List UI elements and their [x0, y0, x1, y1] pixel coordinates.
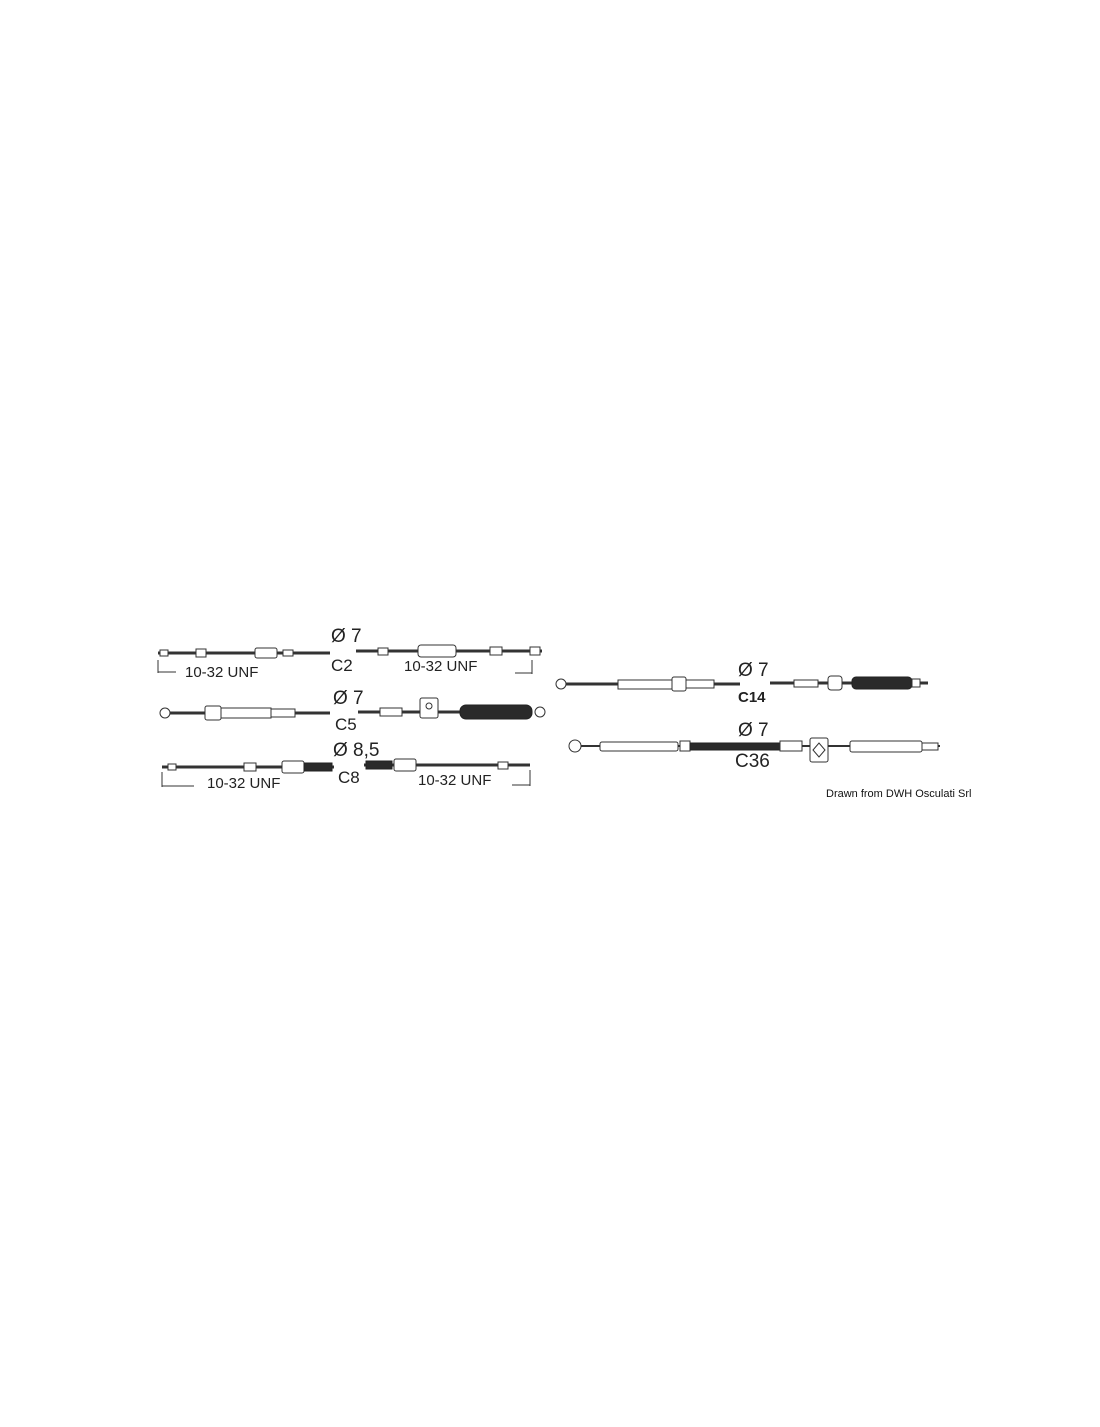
- c2-thread-left: 10-32 UNF: [185, 664, 259, 681]
- c36-diameter: Ø 7: [738, 720, 769, 741]
- c5-diameter: Ø 7: [333, 688, 364, 709]
- c14-code: C14: [738, 689, 766, 706]
- c8-diameter: Ø 8,5: [333, 740, 380, 761]
- c36-code: C36: [735, 751, 770, 772]
- c2-diameter: Ø 7: [331, 626, 362, 647]
- c2-code: C2: [331, 656, 353, 675]
- c14-right-end: [770, 676, 928, 690]
- credit-text: Drawn from DWH Osculati Srl: [826, 788, 972, 800]
- c2-thread-right: 10-32 UNF: [404, 658, 478, 675]
- c5-left-end: [160, 706, 330, 720]
- c14-left-end: [556, 677, 740, 691]
- c5-code: C5: [335, 715, 357, 734]
- c14-diameter: Ø 7: [738, 660, 769, 681]
- c8-thread-right: 10-32 UNF: [418, 772, 492, 789]
- c8-code: C8: [338, 768, 360, 787]
- c8-thread-left: 10-32 UNF: [207, 775, 281, 792]
- c5-right-end: [358, 698, 545, 719]
